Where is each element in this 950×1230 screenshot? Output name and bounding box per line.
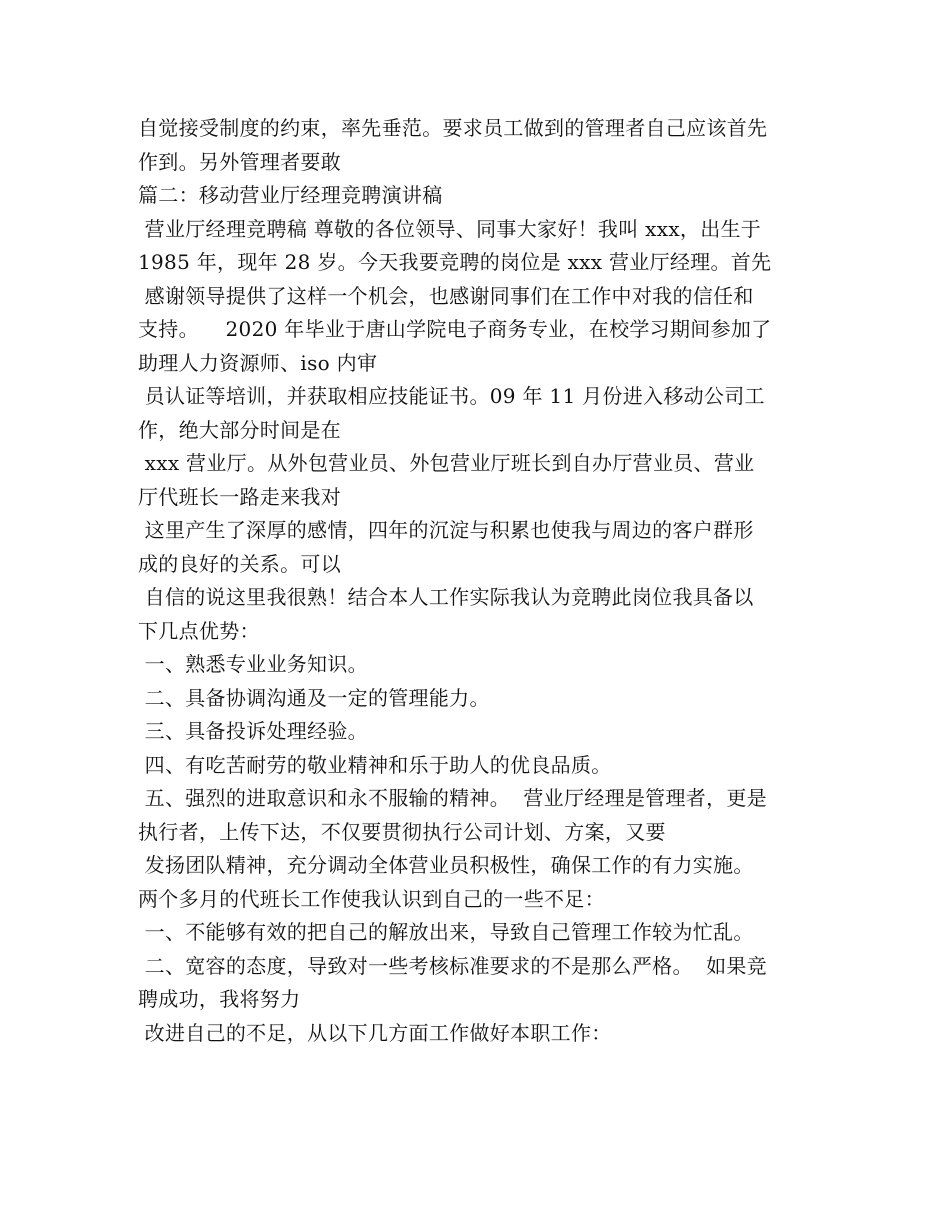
text-line: 作到。另外管理者要敢: [138, 149, 341, 174]
list-item: 一、熟悉专业业务知识。: [138, 652, 368, 676]
document-body: [138, 112, 818, 1050]
text-line: 1985 年，现年 28 岁。今天我要竞聘的岗位是 xxx 营业厅经理。首先: [138, 250, 772, 274]
text-line: 发扬团队精神，充分调动全体营业员积极性，确保工作的有力实施。: [138, 853, 754, 877]
list-item: 二、具备协调沟通及一定的管理能力。: [138, 685, 490, 710]
text-line: 成的良好的关系。可以: [138, 551, 341, 576]
text-line: 聘成功，我将努力: [138, 987, 301, 1011]
text-line: 下几点优势：: [138, 618, 260, 643]
list-item: 一、不能够有效的把自己的解放出来，导致自己管理工作较为忙乱。: [138, 920, 754, 944]
section-heading: 篇二：移动营业厅经理竞聘演讲稿: [138, 183, 443, 207]
text-line: 营业厅经理竞聘稿 尊敬的各位领导、同事大家好！我叫 xxx，出生于: [138, 216, 762, 241]
text-line: 支持。 2020 年毕业于唐山学院电子商务专业，在校学习期间参加了: [138, 317, 772, 341]
list-item: 三、具备投诉处理经验。: [138, 719, 368, 743]
text-line: 厅代班长一路走来我对: [138, 484, 341, 509]
text-line: 作，绝大部分时间是在: [138, 417, 341, 442]
text-line: 这里产生了深厚的感情，四年的沉淀与积累也使我与周边的客户群形: [138, 518, 754, 542]
text-line: 员认证等培训，并获取相应技能证书。09 年 11 月份进入移动公司工: [138, 384, 765, 408]
text-line: 两个多月的代班长工作使我认识到自己的一些不足：: [138, 886, 605, 911]
text-line: 助理人力资源师、iso 内审: [138, 350, 378, 375]
list-item: 二、宽容的态度，导致对一些考核标准要求的不是那么严格。 如果竞: [138, 953, 767, 978]
text-line: 改进自己的不足，从以下几方面工作做好本职工作：: [138, 1020, 612, 1045]
text-line: 自觉接受制度的约束，率先垂范。要求员工做到的管理者自己应该首先: [138, 116, 768, 140]
list-item: 四、有吃苦耐劳的敬业精神和乐于助人的优良品质。: [138, 752, 612, 777]
text-line: 执行者，上传下达，不仅要贯彻执行公司计划、方案，又要: [138, 819, 666, 844]
text-line: 自信的说这里我很熟！结合本人工作实际我认为竞聘此岗位我具备以: [138, 585, 754, 609]
text-line: xxx 营业厅。从外包营业员、外包营业厅班长到自办厅营业员、营业: [138, 451, 755, 475]
text-line: 感谢领导提供了这样一个机会，也感谢同事们在工作中对我的信任和: [138, 283, 754, 308]
list-item: 五、强烈的进取意识和永不服输的精神。 营业厅经理是管理者，更是: [138, 786, 767, 810]
